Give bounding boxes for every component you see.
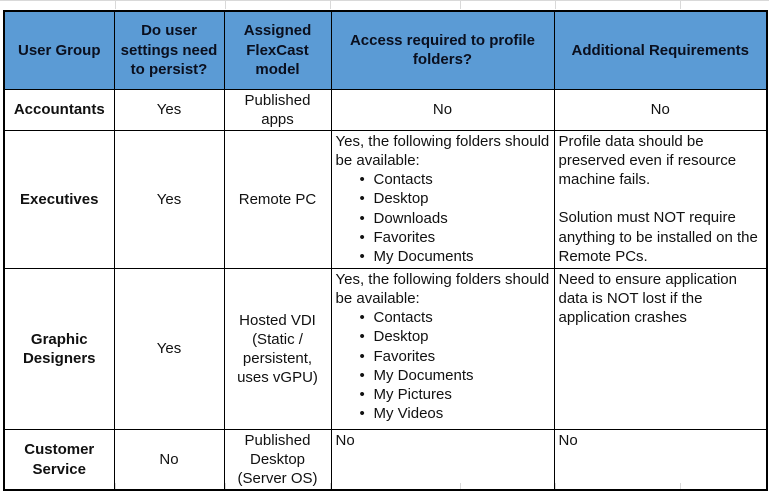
cell-text: Customer Service xyxy=(24,441,95,478)
bullet-text: My Documents xyxy=(373,248,474,265)
paragraph: No xyxy=(558,431,578,449)
bullet-item xyxy=(336,404,550,423)
folder-list xyxy=(336,308,550,423)
header-additional-requirements: Additional Requirements xyxy=(554,11,767,89)
cell-persist xyxy=(114,130,224,268)
cell-text: Remote PC xyxy=(238,190,317,208)
cell-user-group xyxy=(4,89,114,130)
folder-list xyxy=(336,170,550,266)
cell-access xyxy=(331,89,554,130)
bullet-icon: • xyxy=(359,328,365,346)
cell-flexcast xyxy=(224,130,331,268)
paragraph-list xyxy=(559,270,763,328)
cell-persist xyxy=(114,429,224,490)
spreadsheet-gridline xyxy=(225,0,226,9)
spreadsheet-gridline xyxy=(460,0,461,9)
cell-text: Executives xyxy=(20,190,99,208)
cell-persist xyxy=(114,89,224,130)
paragraph: Need to ensure application data is NOT lost if the application crashes xyxy=(558,270,737,327)
bullet-text: Contacts xyxy=(373,309,433,327)
spreadsheet-gridline xyxy=(680,0,681,9)
bullet-item xyxy=(336,347,550,366)
bullet-item xyxy=(336,247,550,266)
bullet-item xyxy=(336,170,550,189)
spreadsheet-gridline xyxy=(330,0,331,9)
cell-additional xyxy=(554,89,767,130)
header-settings-persist: Do user settings need to persist? xyxy=(114,11,224,89)
cell-text: No xyxy=(335,431,355,449)
bullet-icon: • xyxy=(359,386,365,403)
cell-user-group xyxy=(4,429,114,490)
header-flexcast-model: Assigned FlexCast model xyxy=(224,11,331,89)
cell-text: No xyxy=(159,451,179,469)
table-row-executives xyxy=(4,130,767,268)
paragraph: No xyxy=(650,101,670,119)
bullet-item xyxy=(336,308,550,327)
cell-text: Yes, the following folders should be available: xyxy=(335,270,550,308)
bullet-icon: • xyxy=(359,309,365,327)
bullet-text: Favorites xyxy=(373,347,436,365)
header-profile-folder-access: Access required to profile folders? xyxy=(331,11,554,89)
cell-text: No xyxy=(432,101,453,119)
cell-user-group xyxy=(4,130,114,268)
spreadsheet-gridline xyxy=(115,0,116,9)
bullet-text: Desktop xyxy=(373,190,429,208)
bullet-item xyxy=(336,385,550,404)
cell-user-group xyxy=(4,268,114,429)
paragraph-list xyxy=(559,132,763,266)
bullet-icon: • xyxy=(359,347,365,365)
paragraph-list xyxy=(559,100,763,119)
bullet-text: My Pictures xyxy=(373,386,452,403)
table-row-customer-service xyxy=(4,429,767,490)
bullet-item xyxy=(336,189,550,208)
bullet-text: Desktop xyxy=(373,328,429,346)
cell-persist xyxy=(114,268,224,429)
bullet-icon: • xyxy=(359,366,365,384)
bullet-item xyxy=(336,366,550,385)
bullet-icon: • xyxy=(359,171,365,189)
cell-flexcast xyxy=(224,268,331,429)
cell-text: Hosted VDI (Static / persistent, uses vGPU) xyxy=(237,311,318,387)
cell-text: Published apps xyxy=(244,91,311,128)
cell-text: Yes xyxy=(156,340,182,358)
bullet-item xyxy=(336,327,550,346)
cell-text: Yes xyxy=(156,190,182,208)
cell-flexcast xyxy=(224,89,331,130)
bullet-icon: • xyxy=(359,190,365,208)
bullet-text: Contacts xyxy=(373,171,433,189)
cell-access xyxy=(331,268,554,429)
cell-text: Yes, the following folders should be available: xyxy=(335,132,550,170)
table-row-graphic-designers xyxy=(4,268,767,429)
spreadsheet-gridline xyxy=(555,0,556,9)
bullet-icon: • xyxy=(359,248,365,265)
bullet-text: My Videos xyxy=(373,405,444,423)
user-requirements-table xyxy=(3,10,768,491)
paragraph-list xyxy=(559,431,763,450)
paragraph: Solution must NOT require anything to be installed on the Remote PCs. xyxy=(558,209,758,265)
cell-access xyxy=(331,130,554,268)
cell-access xyxy=(331,429,554,490)
cell-additional xyxy=(554,130,767,268)
header-row xyxy=(4,11,767,89)
bullet-icon: • xyxy=(359,405,365,423)
cell-additional xyxy=(554,268,767,429)
cell-text: Accountants xyxy=(13,101,105,119)
bullet-text: Downloads xyxy=(373,209,448,227)
cell-additional xyxy=(554,429,767,490)
bullet-item xyxy=(336,228,550,247)
cell-flexcast xyxy=(224,429,331,490)
bullet-text: My Documents xyxy=(373,366,474,384)
cell-text: Yes xyxy=(156,101,182,119)
bullet-icon: • xyxy=(359,209,365,227)
header-user-group: User Group xyxy=(4,11,114,89)
bullet-text: Favorites xyxy=(373,228,436,246)
table-container xyxy=(3,10,768,491)
bullet-icon: • xyxy=(359,228,365,246)
cell-text: Graphic Designers xyxy=(22,330,96,367)
bullet-item xyxy=(336,209,550,228)
paragraph: Profile data should be preserved even if resource machine fails. xyxy=(558,132,737,189)
cell-text: Published Desktop (Server OS) xyxy=(237,431,318,488)
table-row-accountants xyxy=(4,89,767,130)
